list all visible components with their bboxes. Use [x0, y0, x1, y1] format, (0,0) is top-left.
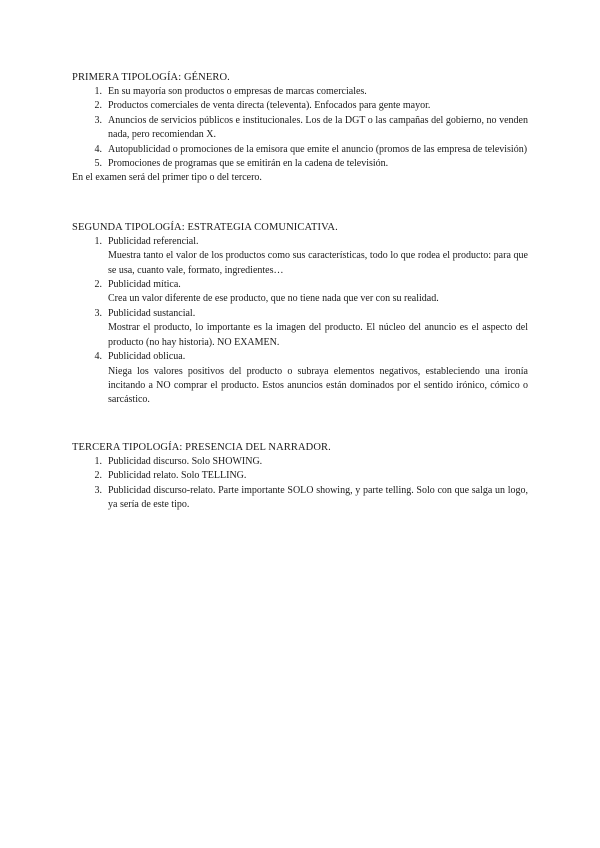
- list-item-text: En su mayoría son productos o empresas de marcas comerciales.: [108, 86, 367, 97]
- list-item-text: Promociones de programas que se emitirán en la cadena de televisión.: [108, 158, 389, 170]
- list-item-text: Autopublicidad o promociones de la emisora que emite el anuncio (promos de las empresa de televisión): [108, 143, 528, 155]
- list-number: 4.: [94, 143, 102, 155]
- list-item-text: Productos comerciales de venta directa (televenta). Enfocados para gente mayor.: [108, 100, 431, 112]
- list-item: [72, 114, 528, 143]
- list-number: 3.: [94, 484, 102, 496]
- list-item: [72, 484, 528, 513]
- list-item: [72, 455, 528, 469]
- list-item: [72, 143, 528, 157]
- list-item: [72, 469, 528, 483]
- exam-note: En el examen será del primer tipo o del tercero.: [72, 172, 262, 184]
- list-item: [72, 307, 528, 350]
- list-number: 1.: [94, 86, 102, 97]
- list-number: 4.: [94, 351, 102, 363]
- list-item: [72, 157, 528, 171]
- section-estrategia: [72, 220, 528, 408]
- list-number: 5.: [94, 158, 102, 170]
- list-item-text: Publicidad oblicua.: [108, 351, 186, 363]
- section-title: TERCERA TIPOLOGÍA: PRESENCIA DEL NARRADOR.: [72, 441, 331, 453]
- list-number: 3.: [94, 307, 102, 319]
- section-title: SEGUNDA TIPOLOGÍA: ESTRATEGIA COMUNICATIVA.: [72, 221, 338, 233]
- list-number: 2.: [94, 100, 102, 112]
- list-item-description: Mostrar el producto, lo importante es la imagen del producto. El núcleo del anuncio es el aspecto del producto (no hay historia). NO EXAMEN.: [108, 322, 528, 348]
- list-number: 2.: [94, 279, 102, 291]
- list-item-text: Publicidad discurso-relato. Parte importante SOLO showing, y parte telling. Solo con que salga un logo, ya sería de este tipo.: [108, 484, 528, 510]
- numbered-list: [72, 455, 528, 513]
- list-item-description: Niega los valores positivos del producto o subraya elementos negativos, estableciendo una ironía incitando a NO comprar el producto. Estos anuncios están dominados por el sentido irónico, cómico o sarcástico.: [108, 365, 528, 406]
- section-title: PRIMERA TIPOLOGÍA: GÉNERO.: [72, 72, 230, 83]
- numbered-list: [72, 235, 528, 408]
- list-number: 2.: [94, 470, 102, 482]
- list-item-description: Muestra tanto el valor de los productos como sus características, todo lo que rodea el producto: para que se usa, cuanto vale, formato, ingredientes…: [108, 250, 528, 276]
- list-item-text: Anuncios de servicios públicos e institucionales. Los de la DGT o las campañas del gobierno, no venden nada, pero recomiendan X.: [108, 114, 528, 141]
- list-item-text: Publicidad referencial.: [108, 235, 199, 247]
- list-item-text: Publicidad sustancial.: [108, 307, 196, 319]
- list-item: [72, 350, 528, 408]
- list-item-text: Publicidad relato. Solo TELLING.: [108, 470, 247, 482]
- list-number: 3.: [94, 114, 102, 126]
- list-item-text: Publicidad mítica.: [108, 279, 181, 291]
- list-item: [72, 99, 528, 113]
- list-item: [72, 235, 528, 278]
- list-number: 1.: [94, 235, 102, 247]
- section-genero: [72, 70, 528, 186]
- list-item: [72, 85, 528, 99]
- numbered-list: [72, 85, 528, 171]
- section-narrador: [72, 440, 528, 513]
- list-item-description: Crea un valor diferente de ese producto, que no tiene nada que ver con su realidad.: [108, 293, 439, 305]
- document-body: [72, 70, 528, 512]
- list-item-text: Publicidad discurso. Solo SHOWING.: [108, 455, 263, 467]
- list-item: [72, 278, 528, 307]
- list-number: 1.: [94, 455, 102, 467]
